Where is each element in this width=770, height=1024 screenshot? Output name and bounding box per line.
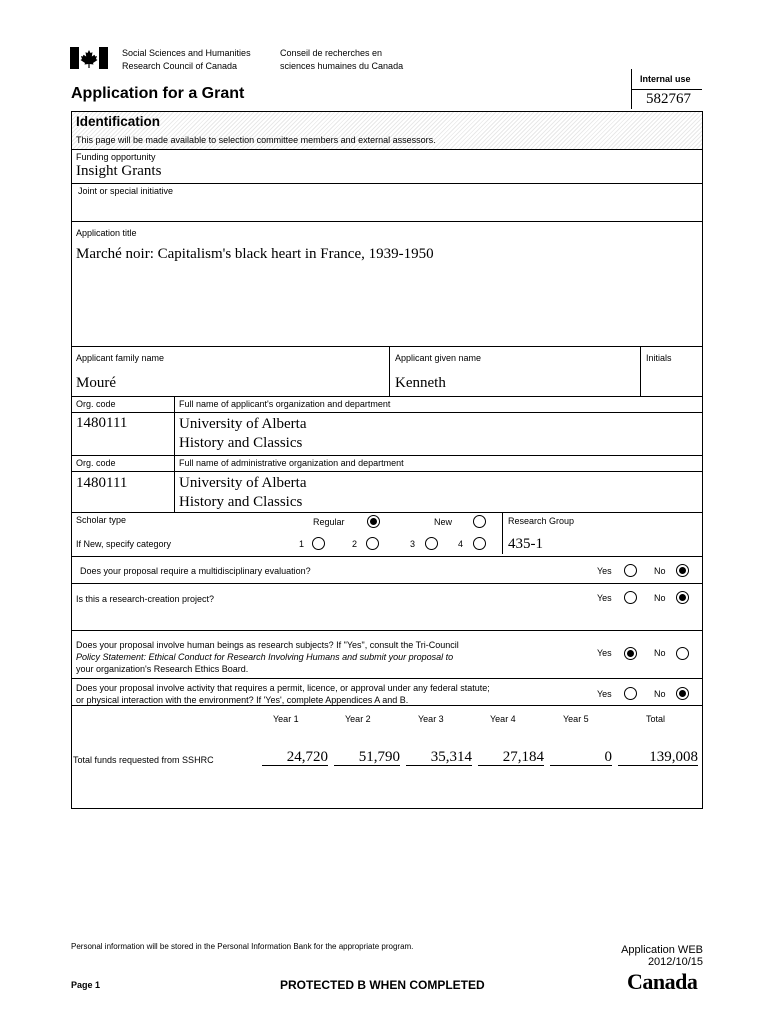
org-name-label: Full name of applicant's organization and department	[179, 399, 391, 409]
year-3-header: Year 3	[418, 714, 444, 724]
year-4-header: Year 4	[490, 714, 516, 724]
family-name-value: Mouré	[76, 375, 116, 391]
privacy-note: Personal information will be stored in the Personal Information Bank for the appropriate program.	[71, 942, 414, 951]
category-4-radio[interactable]	[473, 537, 486, 550]
category-1-radio[interactable]	[312, 537, 325, 550]
total-amount: 139,008	[618, 749, 698, 766]
year-3-amount: 35,314	[406, 749, 472, 766]
research-group-value: 435-1	[508, 536, 543, 552]
category-4-label: 4	[458, 539, 464, 549]
category-1-label: 1	[299, 539, 305, 549]
q2-no-label: No	[654, 593, 666, 603]
page-number: Page 1	[71, 980, 101, 990]
q1-no-label: No	[654, 566, 666, 576]
canada-flag-icon	[70, 47, 108, 69]
category-3-radio[interactable]	[425, 537, 438, 550]
org-code-label: Org. code	[76, 399, 116, 409]
q2-no-radio[interactable]	[676, 591, 689, 604]
new-label: New	[434, 517, 453, 527]
internal-use-label: Internal use	[640, 74, 691, 84]
agency-name-en: Social Sciences and Humanities Research Council of Canada	[122, 48, 251, 71]
q4-no-label: No	[654, 689, 666, 699]
category-2-label: 2	[352, 539, 358, 549]
internal-use-box	[631, 69, 702, 109]
application-title-label: Application title	[76, 228, 137, 238]
total-funds-label: Total funds requested from SSHRC	[73, 755, 214, 765]
q3-no-radio[interactable]	[676, 647, 689, 660]
section-notice: This page will be made available to selection committee members and external assessors.	[76, 135, 436, 145]
year-5-amount: 0	[550, 749, 612, 766]
q4-no-radio[interactable]	[676, 687, 689, 700]
q1-yes-radio[interactable]	[624, 564, 637, 577]
admin-code-label: Org. code	[76, 458, 116, 468]
regular-label: Regular	[313, 517, 345, 527]
year-2-amount: 51,790	[334, 749, 400, 766]
year-1-amount: 24,720	[262, 749, 328, 766]
new-radio[interactable]	[473, 515, 486, 528]
funding-opportunity-label: Funding opportunity	[76, 152, 156, 162]
application-title-value: Marché noir: Capitalism's black heart in France, 1939-1950	[76, 246, 434, 262]
year-5-header: Year 5	[563, 714, 589, 724]
question-multidisciplinary: Does your proposal require a multidisciplinary evaluation?	[80, 566, 311, 576]
org-name-value: University of Alberta History and Classics	[179, 416, 307, 451]
family-name-label: Applicant family name	[76, 353, 165, 363]
q4-yes-radio[interactable]	[624, 687, 637, 700]
given-name-value: Kenneth	[395, 375, 446, 391]
initials-label: Initials	[646, 353, 672, 363]
year-1-header: Year 1	[273, 714, 299, 724]
section-title: Identification	[76, 114, 160, 129]
year-2-header: Year 2	[345, 714, 371, 724]
q2-yes-radio[interactable]	[624, 591, 637, 604]
q2-yes-label: Yes	[597, 593, 612, 603]
joint-initiative-label: Joint or special initiative	[78, 186, 174, 196]
scholar-type-label: Scholar type	[76, 515, 127, 525]
q3-no-label: No	[654, 648, 666, 658]
new-category-label: If New, specify category	[76, 539, 172, 549]
q1-no-radio[interactable]	[676, 564, 689, 577]
q1-yes-label: Yes	[597, 566, 612, 576]
total-header: Total	[646, 714, 666, 724]
q3-yes-radio[interactable]	[624, 647, 637, 660]
form-title: Application for a Grant	[71, 85, 245, 102]
category-3-label: 3	[410, 539, 416, 549]
admin-name-label: Full name of administrative organization and department	[179, 458, 404, 468]
question-federal-permit: Does your proposal involve activity that requires a permit, licence, or approval under any federal statute; or physical interaction with the environment? If 'Yes', complete Appendices A and B.	[76, 683, 490, 705]
agency-name-fr: Conseil de recherches en sciences humaines du Canada	[280, 48, 404, 71]
research-group-label: Research Group	[508, 516, 575, 526]
given-name-label: Applicant given name	[395, 353, 482, 363]
question-research-creation: Is this a research-creation project?	[76, 594, 215, 604]
q3-yes-label: Yes	[597, 648, 612, 658]
category-2-radio[interactable]	[366, 537, 379, 550]
admin-code-value: 1480111	[76, 475, 128, 491]
app-version: Application WEB 2012/10/15	[621, 944, 703, 968]
admin-name-value: University of Alberta History and Classics	[179, 475, 307, 510]
funding-opportunity-value: Insight Grants	[76, 163, 162, 179]
q4-yes-label: Yes	[597, 689, 612, 699]
question-human-subjects: Does your proposal involve human beings as research subjects? If "Yes", consult the Tri-Council Policy Statement: Ethical Conduct for Research Involving Humans and submit your proposal to your organization's Research Ethics Board.	[76, 640, 459, 674]
internal-use-value: 582767	[646, 91, 691, 107]
protected-label: PROTECTED B WHEN COMPLETED	[280, 978, 485, 992]
year-4-amount: 27,184	[478, 749, 544, 766]
org-code-value: 1480111	[76, 415, 128, 431]
canada-wordmark: Canada	[627, 969, 698, 994]
regular-radio[interactable]	[367, 515, 380, 528]
